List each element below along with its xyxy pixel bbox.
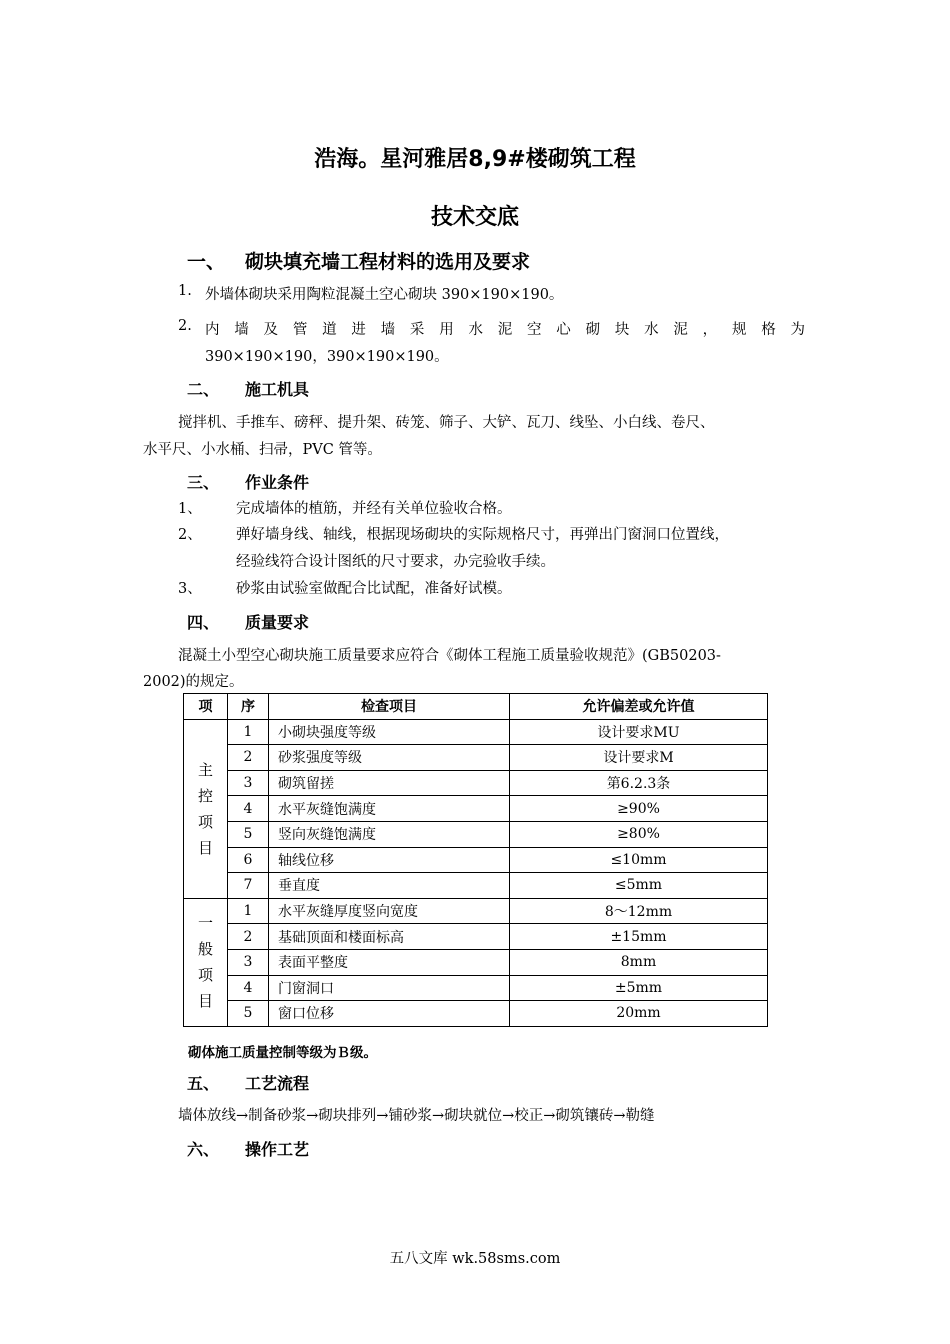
cell-seq: 2 <box>228 745 269 771</box>
table-row <box>184 796 768 822</box>
table-row <box>184 821 768 847</box>
cell-seq: 4 <box>228 796 269 822</box>
tools-line-1: 搅拌机、手推车、磅秤、提升架、砖笼、筛子、大铲、瓦刀、线坠、小白线、卷尺、 <box>178 415 715 431</box>
cell-value: ±5mm <box>510 975 768 1001</box>
cell-value: 20mm <box>510 1001 768 1027</box>
section-6-number: 六、 <box>187 1140 220 1159</box>
cell-item: 水平灰缝饱满度 <box>269 796 510 822</box>
section-4-title: 质量要求 <box>245 613 310 632</box>
group-char: 一 <box>197 914 213 933</box>
table-row <box>184 949 768 975</box>
group-char: 主 <box>197 760 213 779</box>
group-general <box>184 898 228 1026</box>
section-6-title: 操作工艺 <box>245 1140 310 1159</box>
condition-2-number: 2、 <box>178 527 202 543</box>
cell-item: 砂浆强度等级 <box>269 745 510 771</box>
cell-item: 窗口位移 <box>269 1001 510 1027</box>
table-row <box>184 719 768 745</box>
section-1-title: 砌块填充墙工程材料的选用及要求 <box>245 251 531 273</box>
table-row <box>184 898 768 924</box>
cell-value: ≤10mm <box>510 847 768 873</box>
cell-value: ≤5mm <box>510 873 768 899</box>
cell-seq: 4 <box>228 975 269 1001</box>
cell-item: 水平灰缝厚度竖向宽度 <box>269 898 510 924</box>
cell-value: ±15mm <box>510 924 768 950</box>
cell-item: 轴线位移 <box>269 847 510 873</box>
quality-grade-note: 砌体施工质量控制等级为Ｂ级。 <box>188 1045 377 1061</box>
section-3-title: 作业条件 <box>245 473 310 492</box>
condition-2-text-continued: 经验线符合设计图纸的尺寸要求，办完验收手续。 <box>236 554 555 570</box>
material-2-number: 2. <box>178 318 192 334</box>
material-2-text-continued: 390×190×190，390×190×190。 <box>205 349 449 365</box>
group-main-control <box>184 719 228 898</box>
footer-watermark: 五八文库 wk.58sms.com <box>389 1251 561 1267</box>
table-row <box>184 1001 768 1027</box>
cell-item: 门窗洞口 <box>269 975 510 1001</box>
condition-1-number: 1、 <box>178 501 202 517</box>
cell-value: 设计要求M <box>510 745 768 771</box>
section-5-title: 工艺流程 <box>245 1074 310 1093</box>
cell-item: 垂直度 <box>269 873 510 899</box>
condition-1-text: 完成墙体的植筋，并经有关单位验收合格。 <box>236 501 512 517</box>
document-title: 浩海。星河雅居8,9#楼砌筑工程 <box>314 147 636 172</box>
quality-table <box>183 693 768 1027</box>
group-char: 项 <box>197 812 213 831</box>
group-char: 目 <box>197 992 213 1011</box>
cell-seq: 5 <box>228 821 269 847</box>
cell-item: 竖向灰缝饱满度 <box>269 821 510 847</box>
section-1-number: 一、 <box>187 251 226 273</box>
cell-item: 砌筑留搓 <box>269 770 510 796</box>
cell-value: 设计要求MU <box>510 719 768 745</box>
group-char: 目 <box>197 838 213 857</box>
quality-intro-line-1: 混凝土小型空心砌块施工质量要求应符合《砌体工程施工质量验收规范》(GB50203- <box>178 648 721 664</box>
table-row <box>184 770 768 796</box>
cell-value: 8～12mm <box>510 898 768 924</box>
condition-3-text: 砂浆由试验室做配合比试配，准备好试模。 <box>236 581 512 597</box>
group-char: 控 <box>197 786 213 805</box>
cell-seq: 2 <box>228 924 269 950</box>
cell-seq: 7 <box>228 873 269 899</box>
group-char: 项 <box>197 966 213 985</box>
cell-item: 基础顶面和楼面标高 <box>269 924 510 950</box>
table-row <box>184 745 768 771</box>
cell-seq: 3 <box>228 770 269 796</box>
header-seq: 序 <box>228 694 269 720</box>
cell-value: ≥80% <box>510 821 768 847</box>
tools-line-2: 水平尺、小水桶、扫帚，PVC 管等。 <box>143 442 382 458</box>
table-row <box>184 924 768 950</box>
cell-item: 小砌块强度等级 <box>269 719 510 745</box>
header-category: 项 <box>184 694 228 720</box>
material-1-text: 外墙体砌块采用陶粒混凝土空心砌块 390×190×190。 <box>205 287 564 303</box>
cell-value: 8mm <box>510 949 768 975</box>
cell-seq: 1 <box>228 898 269 924</box>
cell-seq: 1 <box>228 719 269 745</box>
table-header-row <box>184 694 768 720</box>
group-char: 般 <box>197 940 213 959</box>
process-flow: 墙体放线→制备砂浆→砌块排列→铺砂浆→砌块就位→校正→砌筑镶砖→勒缝 <box>178 1108 655 1124</box>
section-5-number: 五、 <box>187 1074 220 1093</box>
table-row <box>184 873 768 899</box>
condition-3-number: 3、 <box>178 581 202 597</box>
material-1-number: 1. <box>178 283 192 299</box>
cell-seq: 3 <box>228 949 269 975</box>
quality-intro-line-2: 2002)的规定。 <box>143 674 244 690</box>
section-3-number: 三、 <box>187 473 220 492</box>
table-row <box>184 975 768 1001</box>
cell-seq: 5 <box>228 1001 269 1027</box>
section-4-number: 四、 <box>187 613 220 632</box>
document-subtitle: 技术交底 <box>430 205 519 230</box>
cell-seq: 6 <box>228 847 269 873</box>
section-2-title: 施工机具 <box>245 380 310 399</box>
cell-value: ≥90% <box>510 796 768 822</box>
condition-2-text: 弹好墙身线、轴线，根据现场砌块的实际规格尺寸，再弹出门窗洞口位置线， <box>236 527 729 543</box>
cell-item: 表面平整度 <box>269 949 510 975</box>
header-value: 允许偏差或允许值 <box>510 694 768 720</box>
cell-value: 第6.2.3条 <box>510 770 768 796</box>
material-2-text: 内 墙 及 管 道 进 墙 采 用 水 泥 空 心 砌 块 水 泥 ， 规 格 为 <box>205 322 805 338</box>
section-2-number: 二、 <box>187 380 220 399</box>
table-row <box>184 847 768 873</box>
header-item: 检查项目 <box>269 694 510 720</box>
